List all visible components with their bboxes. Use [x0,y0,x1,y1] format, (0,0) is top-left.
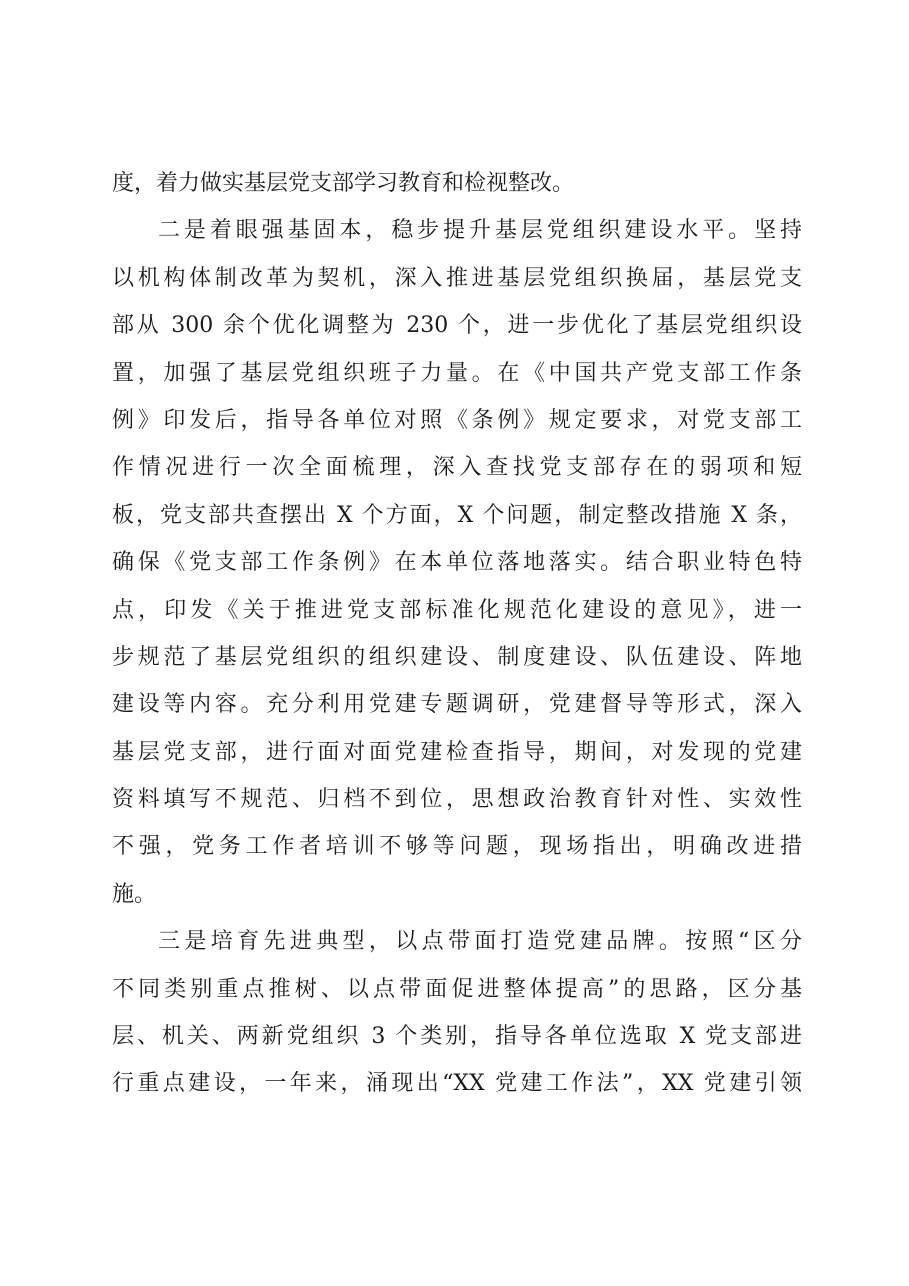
paragraph-line: 作情况进行一次全面梳理，深入查找党支部存在的弱项和短 [112,455,802,481]
paragraph-line: 三是培育先进典型，以点带面打造党建品牌。按照“区分 [158,929,802,955]
paragraph-line: 不同类别重点推树、以点带面促进整体提高”的思路，区分基 [112,976,802,1002]
paragraph-line: 行重点建设，一年来，涌现出“XX 党建工作法”，XX 党建引领 [112,1071,802,1097]
paragraph-line: 不强，党务工作者培训不够等问题，现场指出，明确改进措 [112,834,802,860]
paragraph-line: 资料填写不规范、归档不到位，思想政治教育针对性、实效性 [112,787,802,813]
paragraph-line: 点，印发《关于推进党支部标准化规范化建设的意见》，进一 [112,597,802,623]
paragraph-line: 二是着眼强基固本，稳步提升基层党组织建设水平。坚持 [158,218,802,244]
paragraph-line: 度，着力做实基层党支部学习教育和检视整改。 [112,171,575,196]
paragraph-line: 板，党支部共查摆出 X 个方面，X 个问题，制定整改措施 X 条， [112,502,802,528]
document-body [112,160,802,1108]
paragraph-line: 部从 300 余个优化调整为 230 个，进一步优化了基层党组织设 [112,313,802,339]
paragraph-line: 步规范了基层党组织的组织建设、制度建设、队伍建设、阵地 [112,644,802,670]
paragraph-line: 确保《党支部工作条例》在本单位落地落实。结合职业特色特 [112,550,802,576]
paragraph-line: 层、机关、两新党组织 3 个类别，指导各单位选取 X 党支部进 [112,1024,802,1050]
paragraph-line: 基层党支部，进行面对面党建检查指导，期间，对发现的党建 [112,739,802,765]
paragraph-line: 置，加强了基层党组织班子力量。在《中国共产党支部工作条 [112,360,802,386]
paragraph-line: 例》印发后，指导各单位对照《条例》规定要求，对党支部工 [112,407,802,433]
paragraph-line: 施。 [112,881,157,907]
paragraph-line: 以机构体制改革为契机，深入推进基层党组织换届，基层党支 [112,265,802,291]
paragraph-line: 建设等内容。充分利用党建专题调研，党建督导等形式，深入 [112,692,802,718]
